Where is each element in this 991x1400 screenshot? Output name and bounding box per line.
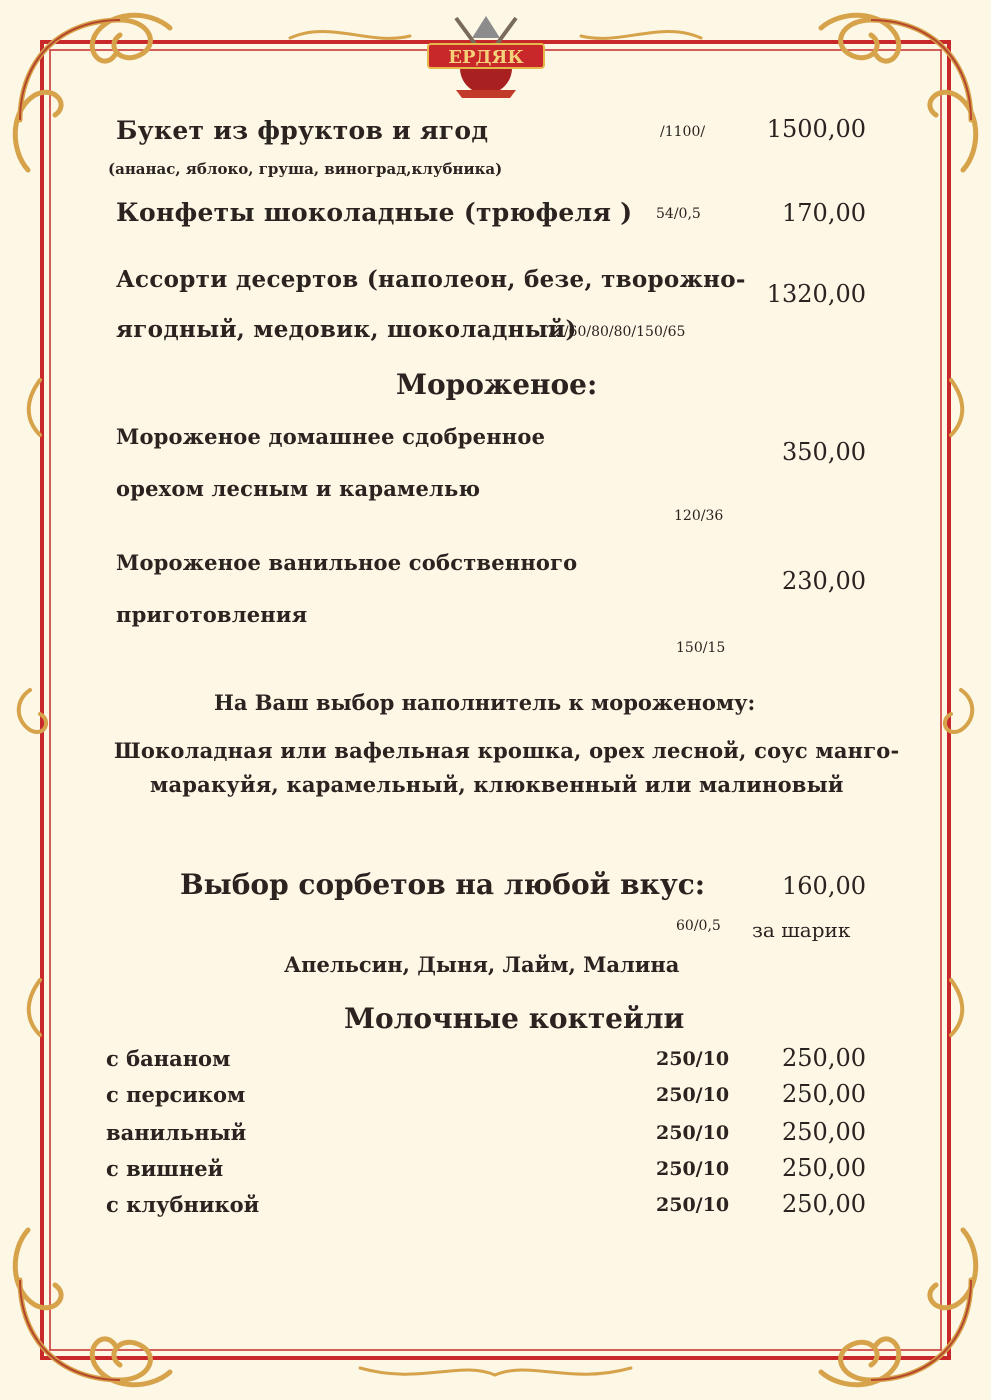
item-name: Букет из фруктов и ягод [116,116,489,145]
item-price: 1500,00 [766,115,866,143]
milkshake-weight: 250/10 [656,1084,730,1106]
sorbets-price: 160,00 [782,872,866,900]
milkshake-price: 250,00 [782,1118,866,1146]
ice-cream-line2: орехом лесным и карамелью [116,476,481,501]
item-name: Конфеты шоколадные (трюфеля ) [116,198,633,227]
item-name-line1: Ассорти десертов (наполеон, безе, творожно- [116,266,746,293]
ice-cream-weight: 150/15 [676,640,726,656]
milkshake-price: 250,00 [782,1190,866,1218]
milkshake-price: 250,00 [782,1080,866,1108]
item-price: 170,00 [782,199,866,227]
item-price: 1320,00 [766,280,866,308]
milkshake-name: с персиком [106,1082,246,1107]
milkshake-name: с клубникой [106,1192,260,1217]
filler-line1: Шоколадная или вафельная крошка, орех лесной, соус манго- [114,738,900,763]
restaurant-logo [426,8,546,100]
milkshake-name: с вишней [106,1156,224,1181]
sorbets-title: Выбор сорбетов на любой вкус: [180,868,706,901]
logo-text: ЕРДЯК [448,47,524,68]
ice-cream-line1: Мороженое домашнее сдобренное [116,424,546,449]
sorbets-unit: за шарик [752,918,851,942]
milkshake-weight: 250/10 [656,1194,730,1216]
filler-title: На Ваш выбор наполнитель к мороженому: [214,690,756,715]
milkshake-weight: 250/10 [656,1048,730,1070]
item-weight: 72/60/80/80/150/65 [546,324,686,340]
milkshake-name: с бананом [106,1046,231,1071]
ice-cream-price: 350,00 [782,438,866,466]
milkshake-name: ванильный [106,1120,247,1145]
item-weight: /1100/ [660,124,706,140]
milkshake-weight: 250/10 [656,1122,730,1144]
milkshake-price: 250,00 [782,1154,866,1182]
milkshake-price: 250,00 [782,1044,866,1072]
sorbets-flavors: Апельсин, Дыня, Лайм, Малина [284,952,680,977]
ice-cream-price: 230,00 [782,567,866,595]
section-heading-ice-cream: Мороженое: [396,368,598,401]
item-note: (ананас, яблоко, груша, виноград,клубника) [108,160,503,178]
ice-cream-line1: Мороженое ванильное собственного [116,550,578,575]
milkshake-weight: 250/10 [656,1158,730,1180]
filler-line2: маракуйя, карамельный, клюквенный или малиновый [150,772,844,797]
item-weight: 54/0,5 [656,206,701,222]
ice-cream-weight: 120/36 [674,508,724,524]
section-heading-milkshakes: Молочные коктейли [344,1002,685,1035]
sorbets-weight: 60/0,5 [676,918,721,934]
ice-cream-line2: приготовления [116,602,308,627]
item-name-line2: ягодный, медовик, шоколадный) [116,316,577,343]
